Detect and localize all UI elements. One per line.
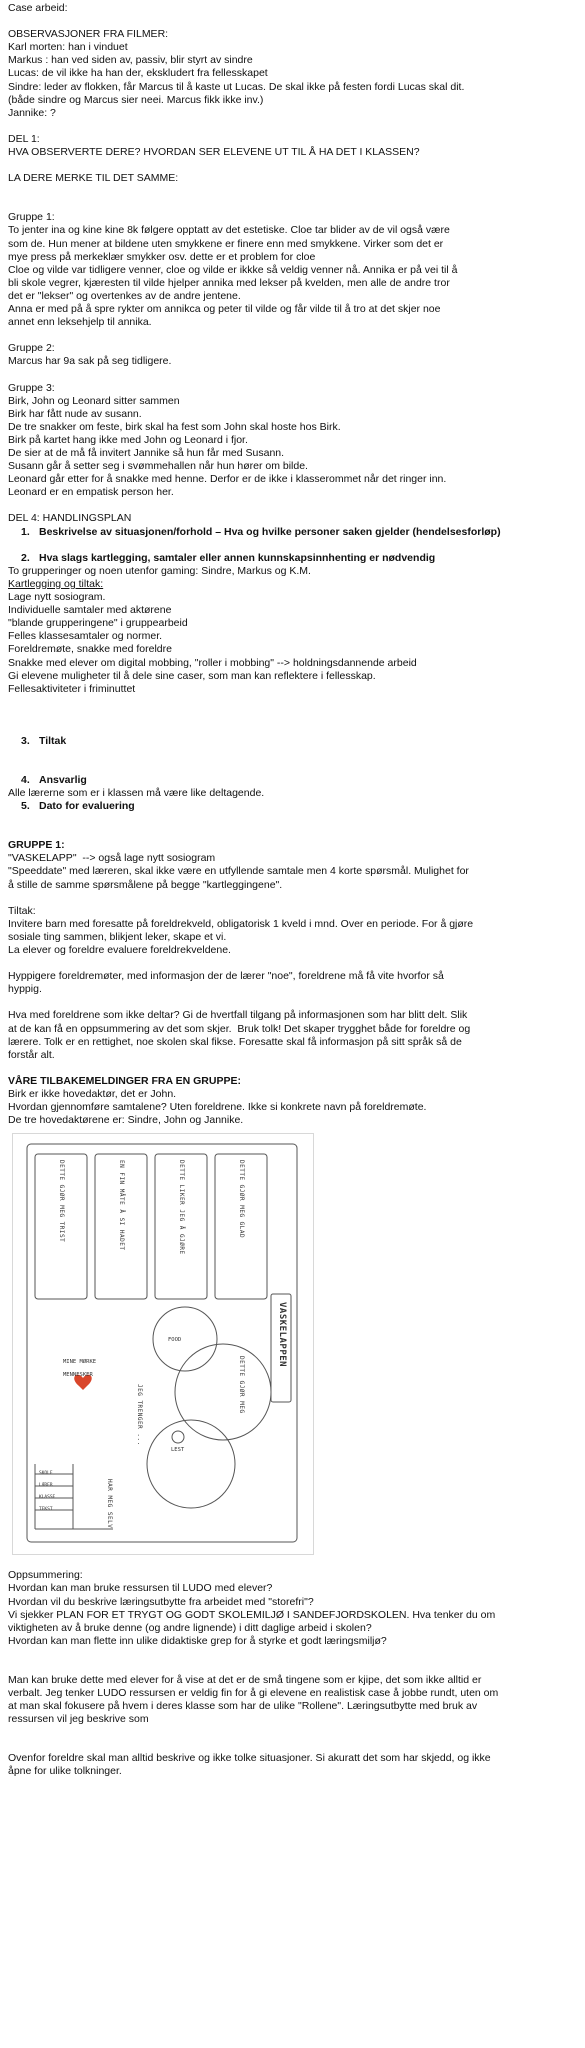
group3-line: Birk har fått nude av susann. — [8, 407, 142, 420]
sketch-heart-label: MINE MØRKE MENNESKER — [63, 1359, 97, 1379]
group3-heading: Gruppe 3: — [8, 381, 55, 394]
plan-item-number: 3. — [21, 734, 30, 747]
gruppe1-heading: GRUPPE 1: — [8, 839, 65, 852]
observation-line: Sindre: leder av flokken, får Marcus til å kaste ut Lucas. De skal ikke på festen fordi Lucas skal dit. — [8, 80, 465, 93]
group3-line: De tre snakker om feste, birk skal ha fest som John skal hoste hos Birk. — [8, 420, 341, 433]
kartlegging-line: Lage nytt sosiogram. — [8, 591, 106, 604]
observation-line: (både sindre og Marcus sier neei. Marcus fikk ikke inv.) — [8, 93, 264, 106]
sketch-circle-label: FOOD — [168, 1337, 182, 1344]
del4-heading: DEL 4: HANDLINGSPLAN — [8, 512, 132, 525]
plan-item-text: Dato for evaluering — [39, 800, 135, 813]
sketch-table-label: TEKST — [39, 1507, 53, 1513]
observation-line: Markus : han ved siden av, passiv, blir styrt av sindre — [8, 54, 253, 67]
group1-line: annet enn leksehjelp til annika. — [8, 316, 152, 329]
observation-line: Lucas: de vil ikke ha han der, ekskludert fra fellesskapet — [8, 67, 268, 80]
paragraph-line: åpne for ulike tolkninger. — [8, 1765, 122, 1778]
plan-item-4 — [8, 774, 578, 787]
group1-line: som de. Hun mener at bildene uten smykkene er finere enn med smykkene. Virker som det er — [8, 237, 444, 250]
parents-line: at de kan få en oppsummering av det som skjer. Bruk tolk! Det skaper trygghet både for foreldre og — [8, 1022, 471, 1035]
kartlegging-line: Snakke med elever om digital mobbing, "roller i mobbing" --> holdningsdannende arbeid — [8, 656, 417, 669]
kartlegging-line: "blande grupperingene" i gruppearbeid — [8, 617, 188, 630]
group3-line: Leonard er en empatisk person her. — [8, 486, 174, 499]
plan-item-number: 2. — [21, 551, 30, 564]
group1-line: det er "lekser" og overtenkes av de andre jentene. — [8, 289, 241, 302]
sketch-circle-label: LEST — [171, 1447, 185, 1454]
tiltak-line: sosiale ting sammen, blikjent leker, skape et vi. — [8, 930, 227, 943]
observations-heading: OBSERVASJONER FRA FILMER: — [8, 28, 169, 41]
parents-line: lærere. Tolk er en rettighet, noe skolen skal fikse. Foresatte skal få informasjon på sitt språk så de — [8, 1035, 462, 1048]
paragraph-line: verbalt. Jeg tenker LUDO ressursen er veldig fin for å gi elevene en realistisk case å jobbe rundt, uten om — [8, 1686, 499, 1699]
doc-title: Case arbeid: — [8, 2, 68, 14]
vaskelapp-line: "VASKELAPP" --> også lage nytt sosiogram — [8, 852, 216, 865]
group1-line: bli skole vegrer, kjæresten til vilde hjelper annika med lekser på kvelden, men alle de andre tror — [8, 276, 450, 289]
sketch-table-label: KLASSE — [39, 1495, 56, 1501]
plan-item-text: Hva slags kartlegging, samtaler eller annen kunnskapsinnhenting er nødvendig — [39, 551, 436, 564]
sketch-label-bottom: HAR MEG SELV — [106, 1479, 114, 1529]
parents-line: forstår alt. — [8, 1048, 55, 1061]
tiltak-line: La elever og foreldre evaluere foreldrekveldene. — [8, 944, 231, 956]
sketch-label-trenger: JEG TRENGER ... — [136, 1384, 144, 1446]
summary-line: Vi sjekker PLAN FOR ET TRYGT OG GODT SKOLEMILJØ I SANDEFJORDSKOLEN. Hva tenker du om — [8, 1608, 496, 1621]
plan-item-3 — [8, 735, 578, 748]
vaskelapp-line: å stille de samme spørsmålene på begge "kartleggingene". — [8, 878, 283, 891]
summary-line: Hvordan kan man flette inn ulike didaktiske grep for å styrke et godt læringsmiljø? — [8, 1634, 387, 1647]
feedback-heading: VÅRE TILBAKEMELDINGER FRA EN GRUPPE: — [8, 1074, 241, 1087]
kartlegging-line: Foreldremøte, snakke med foreldre — [8, 643, 172, 656]
plan-item-5 — [8, 800, 578, 813]
summary-line: viktigheten av å bruke denne (og andre lignende) i ditt daglige arbeid i skolen? — [8, 1621, 372, 1634]
paragraph-line: at man skal fokusere på hvem i deres klasse som har de ulike "Rollene". Læringsutbytte med bruk av — [8, 1700, 478, 1713]
sketch-table-label: SKOLE — [39, 1471, 53, 1477]
group3-line: De sier at de må få invitert Jannike så hun får med Susann. — [8, 447, 285, 459]
kartlegging-line: Gi elevene muligheter til å dele sine caser, som man kan reflektere i fellesskap. — [8, 669, 376, 682]
observation-line: Karl morten: han i vinduet — [8, 41, 128, 54]
summary-line: Hvordan kan man bruke ressursen til LUDO med elever? — [8, 1582, 273, 1595]
document — [8, 2, 578, 1778]
merke-question: LA DERE MERKE TIL DET SAMME: — [8, 172, 179, 185]
observations-list — [8, 41, 578, 120]
groupings-line: To grupperinger og noen utenfor gaming: Sindre, Markus og K.M. — [8, 564, 311, 577]
tiltak-heading: Tiltak: — [8, 904, 36, 917]
parents-line: Hva med foreldrene som ikke deltar? Gi de hvertfall tilgang på informasjonen som har blitt delt. Slik — [8, 1009, 468, 1022]
vaskelapp-drawing — [12, 1133, 314, 1555]
paragraph-line: Man kan bruke dette med elever for å vise at det er de små tingene som er kjipe, det som ikke alltid er — [8, 1673, 482, 1686]
group3-line: Leonard går etter for å snakke med henne. Derfor er de ikke i klasserommet når det ringer inn. — [8, 473, 447, 486]
kartlegging-line: Fellesaktiviteter i friminuttet — [8, 682, 136, 695]
del1-heading: DEL 1: — [8, 132, 40, 145]
plan-item-text: Beskrivelse av situasjonen/forhold – Hva og hvilke personer saken gjelder (hendelsesforløp) — [39, 525, 501, 538]
group2-heading: Gruppe 2: — [8, 342, 55, 355]
tiltak-line: Invitere barn med foresatte på foreldrekveld, obligatorisk 1 kveld i mnd. Over en periode. For å gjøre — [8, 917, 474, 930]
sketch-column-label: DETTE LIKER JEG Å GJØRE — [178, 1160, 186, 1255]
sketch-table-label: LÆRER — [39, 1483, 53, 1489]
paragraph-line: Ovenfor foreldre skal man alltid beskrive og ikke tolke situasjoner. Si akuratt det som har skjedd, og ikke — [8, 1752, 491, 1765]
plan-item-1 — [8, 526, 578, 539]
sketch-column-label: DETTE GJØR MEG TRIST — [58, 1160, 66, 1243]
sketch-banner: VASKELAPPEN — [277, 1302, 288, 1368]
plan-item-text: Ansvarlig — [39, 773, 87, 786]
kartlegging-heading: Kartlegging og tiltak: — [8, 577, 104, 590]
group2-line: Marcus har 9a sak på seg tidligere. — [8, 355, 172, 368]
hyppig-line: Hyppigere foreldremøter, med informasjon der de lærer "noe", foreldrene må få vite hvorfor så — [8, 970, 444, 983]
group1-heading: Gruppe 1: — [8, 211, 55, 224]
group1-line: mye press på merkeklær smykker osv. dette er et problem for cloe — [8, 250, 316, 263]
plan-item-number: 4. — [21, 773, 30, 786]
plan-item-text: Tiltak — [39, 734, 67, 747]
vaskelapp-line: "Speeddate" med læreren, skal ikke være en utfyllende samtale men 4 korte spørsmål. Mulighet for — [8, 865, 469, 878]
group3-line: Birk på kartet hang ikke med John og Leonard i fjor. — [8, 433, 248, 446]
plan-item-number: 1. — [21, 525, 30, 538]
sketch-column-label: EN FIN MÅTE Å SI HADET — [118, 1160, 126, 1251]
group3-line: Susann går å setter seg i svømmehallen når hun hører om bilde. — [8, 460, 308, 473]
hyppig-line: hyppig. — [8, 983, 42, 996]
summary-heading: Oppsummering: — [8, 1569, 83, 1582]
feedback-line: De tre hovedaktørene er: Sindre, John og Jannike. — [8, 1114, 244, 1127]
sketch-column-label: DETTE GJØR MEG GLAD — [238, 1160, 246, 1239]
group1-line: Anna er med på å spre rykter om annikca og peter til vilde og får vilde til å tro at det skjer noe — [8, 302, 441, 315]
ansvarlig-line: Alle lærerne som er i klassen må være like deltagende. — [8, 787, 265, 800]
kartlegging-line: Individuelle samtaler med aktørene — [8, 604, 172, 617]
feedback-line: Hvordan gjennomføre samtalene? Uten foreldrene. Ikke si konkrete navn på foreldremøte. — [8, 1101, 427, 1114]
paragraph-line: ressursen vil jeg beskrive som — [8, 1713, 149, 1726]
group1-line: Cloe og vilde var tidligere venner, cloe og vilde er ikkke så veldig venner nå. Annika er på vei til å — [8, 263, 458, 276]
summary-line: Hvordan vil du beskrive læringsutbytte fra arbeidet med "storefri"? — [8, 1595, 314, 1608]
sketch-circle-label: DETTE GJØR MEG — [238, 1356, 246, 1414]
plan-item-number: 5. — [21, 800, 30, 813]
group1-line: To jenter ina og kine kine 8k følgere opptatt av det estetiske. Cloe tar blider av de vil også være — [8, 224, 450, 237]
kartlegging-line: Felles klassesamtaler og normer. — [8, 630, 163, 643]
observation-line: Jannike: ? — [8, 106, 56, 119]
del1-question: HVA OBSERVERTE DERE? HVORDAN SER ELEVENE UT TIL Å HA DET I KLASSEN? — [8, 146, 420, 159]
group3-line: Birk, John og Leonard sitter sammen — [8, 394, 180, 407]
plan-item-2 — [8, 552, 578, 565]
feedback-line: Birk er ikke hovedaktør, det er John. — [8, 1088, 177, 1101]
